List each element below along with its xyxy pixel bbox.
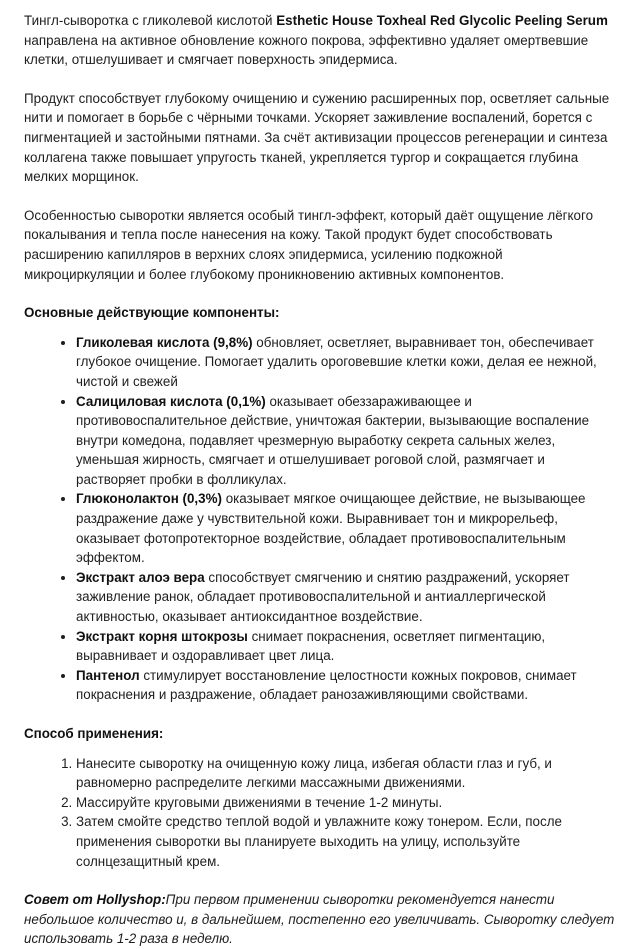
components-list bbox=[24, 333, 615, 705]
component-text: оказывает обеззараживающее и противовоспалительное действие, уничтожая бактерии, вызывающие воспаление внутри комедона, подавляет чрезмерную выработку секрета сальных желез, уменьшая жирность, смягчает и отшелушивает роговой слой, размягчает и растворяет пробки в фолликулах. bbox=[76, 393, 590, 487]
usage-steps-list bbox=[24, 754, 615, 872]
usage-step: 2. Массируйте круговыми движениями в течение 1-2 минуты. bbox=[76, 793, 615, 813]
intro-suffix: направлена на активное обновление кожного покрова, эффективно удаляет омертвевшие клетки, отшелушивает и смягчает поверхность эпидермиса. bbox=[24, 32, 589, 68]
tingle-effect-paragraph: Особенностью сыворотки является особый тингл-эффект, который даёт ощущение лёгкого покалывания и тепла после нанесения на кожу. Такой продукт будет способствовать расширению капилляров в верхних слоях эпидермиса, усилению подкожной микроциркуляции и более глубокому проникновению активных компонентов. bbox=[24, 207, 594, 282]
intro-prefix: Тингл-сыворотка с гликолевой кислотой bbox=[24, 13, 277, 28]
hollyshop-tip bbox=[24, 890, 615, 949]
component-item bbox=[76, 392, 615, 490]
component-item bbox=[76, 489, 615, 567]
tip-label: Совет от Hollyshop: bbox=[24, 892, 166, 908]
component-name: Экстракт корня штокрозы bbox=[76, 628, 248, 644]
benefits-paragraph: Продукт способствует глубокому очищению и сужению расширенных пор, осветляет сальные нити и помогает в борьбе с чёрными точками. Ускоряет заживление воспалений, борется с пигментацией и застойными пятнами. За счёт активизации процессов регенерации и синтеза коллагена также повышает упругость тканей, укрепляется тургор и сокращается глубина мелких морщинок. bbox=[24, 90, 610, 185]
tip-text: При первом применении сыворотки рекомендуется нанести небольшое количество и, в дальнейшем, постепенно его увеличивать. Сыворотку следует использовать 1-2 раза в неделю. bbox=[24, 892, 615, 947]
component-item bbox=[76, 333, 615, 392]
component-name: Глюконолактон (0,3%) bbox=[76, 491, 222, 507]
components-heading: Основные действующие компоненты: bbox=[24, 305, 280, 321]
usage-step: 1. Нанесите сыворотку на очищенную кожу лица, избегая области глаз и губ, и равномерно распределите легкими массажными движениями. bbox=[76, 754, 615, 793]
component-name: Пантенол bbox=[76, 667, 140, 683]
intro-paragraph bbox=[24, 11, 615, 70]
component-text: стимулирует восстановление целостности кожных покровов, снимает покраснения и раздражение, обладает ранозаживляющими свойствами. bbox=[76, 667, 577, 703]
component-item bbox=[76, 627, 615, 666]
component-text: обновляет, осветляет, выравнивает тон, обеспечивает глубокое очищение. Помогает удалить ороговевшие клетки кожи, делая ее нежной, чистой и свежей bbox=[76, 334, 597, 389]
component-name: Салициловая кислота (0,1%) bbox=[76, 393, 266, 409]
component-text: способствует смягчению и снятию раздражений, ускоряет заживление ранок, обладает противовоспалительной и антиаллергической активностью, оказывает антиоксидантное воздействие. bbox=[76, 569, 570, 625]
usage-step: 3. Затем смойте средство теплой водой и увлажните кожу тонером. Если, после применения сыворотки вы планируете выходить на улицу, используйте солнцезащитный крем. bbox=[76, 812, 615, 871]
component-text: оказывает мягкое очищающее действие, не вызывающее раздражение даже у чувствительной кожи. Выравнивает тон и микрорельеф, оказывает фотопротекторное воздействие, обладает противовоспалительным эффектом. bbox=[76, 491, 586, 566]
component-item bbox=[76, 666, 615, 705]
component-name: Гликолевая кислота (9,8%) bbox=[76, 334, 253, 350]
product-name: Esthetic House Toxheal Red Glycolic Peeling Serum bbox=[276, 13, 608, 28]
component-text: снимает покраснения, осветляет пигментацию, выравнивает и оздоравливает цвет лица. bbox=[76, 628, 546, 664]
component-item bbox=[76, 568, 615, 627]
component-name: Экстракт алоэ вера bbox=[76, 569, 205, 585]
usage-heading: Способ применения: bbox=[24, 726, 164, 741]
